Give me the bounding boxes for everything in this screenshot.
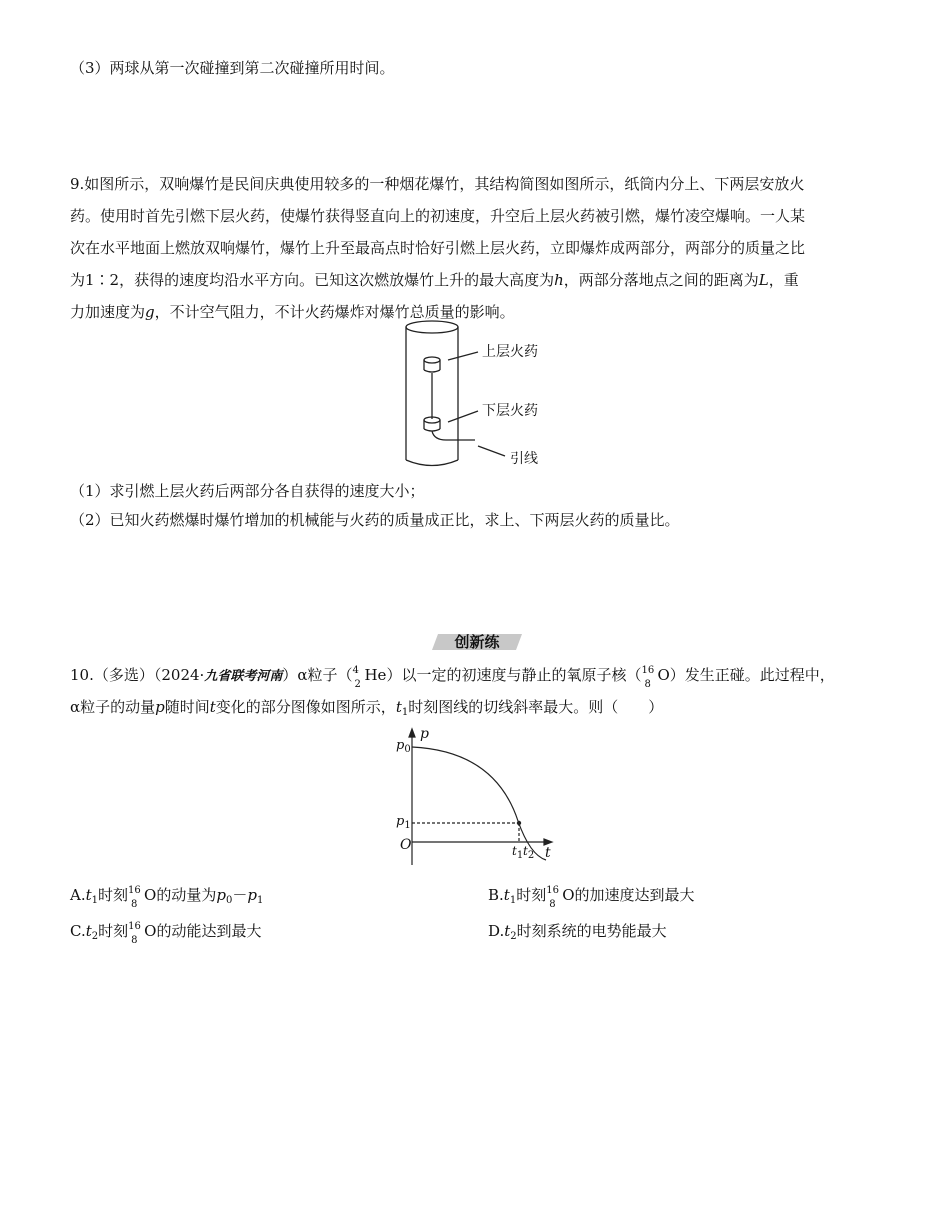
q9-line-4: 为1∶2，获得的速度均沿水平方向。已知这次燃放爆竹上升的最大高度为h，两部分落地点之间的距离为L，重 xyxy=(70,271,799,289)
graph-p-label: p xyxy=(420,726,429,742)
graph-t1-label: $t_1$ xyxy=(512,844,524,861)
q10-line-2: α粒子的动量p随时间t变化的部分图像如图所示，$t_1$时刻图线的切线斜率最大。则（ ） xyxy=(70,698,664,718)
q8-part3: （3）两球从第一次碰撞到第二次碰撞所用时间。 xyxy=(70,59,395,77)
outer-fuse xyxy=(432,431,475,440)
upper-leader xyxy=(448,352,478,360)
q9-line-3: 次在水平地面上燃放双响爆竹，爆竹上升至最高点时恰好引燃上层火药，立即爆炸成两部分，两部分的质量之比 xyxy=(70,239,806,257)
q10-line-1: 10.（多选）（2024·九省联考河南）α粒子（ 4 2 He）以一定的初速度与静止的氧原子核（ 16 8 O）发生正碰。此过程中， xyxy=(70,665,835,690)
tangent-point xyxy=(517,821,521,825)
tube-top-ellipse xyxy=(406,321,458,333)
label-fuse: 引线 xyxy=(510,451,538,467)
q9-sub-2: （2）已知火药燃爆时爆竹增加的机械能与火药的质量成正比，求上、下两层火药的质量比。 xyxy=(70,511,680,529)
label-upper-powder: 上层火药 xyxy=(482,344,538,360)
section-title: 创新练 xyxy=(454,633,500,651)
upper-charge-bottom xyxy=(424,370,440,372)
lower-charge-bottom xyxy=(424,429,440,431)
q9-line-1: 9.如图所示，双响爆竹是民间庆典使用较多的一种烟花爆竹，其结构简图如图所示，纸筒内分上、下两层安放火 xyxy=(70,175,805,193)
q9-line-2: 药。使用时首先引燃下层火药，使爆竹获得竖直向上的初速度，升空后上层火药被引燃，爆竹凌空爆响。一人某 xyxy=(70,207,806,225)
section-banner xyxy=(432,632,522,652)
graph-origin-label: O xyxy=(400,837,412,853)
graph-p0-label: $p_0$ xyxy=(396,738,411,755)
option-d[interactable]: $D.t_2$时刻系统的电势能最大 xyxy=(488,922,667,942)
graph-t-label: t xyxy=(545,845,551,861)
graph-t2-label: $t_2$ xyxy=(523,844,535,861)
o-nuclide: 16 8 xyxy=(641,665,655,690)
q10-source: 九省联考河南 xyxy=(204,669,283,684)
tube-bottom-arc xyxy=(406,460,458,466)
fuse-leader xyxy=(478,446,505,456)
graph-p1-label: $p_1$ xyxy=(396,814,411,831)
option-a[interactable]: $A.t_1$时刻 16 8 O的动量为$p_0-p_1$ xyxy=(70,885,264,910)
option-c[interactable]: $C.t_2$时刻 16 8 O的动能达到最大 xyxy=(70,921,262,946)
q9-sub-1: （1）求引燃上层火药后两部分各自获得的速度大小； xyxy=(70,482,425,500)
label-lower-powder: 下层火药 xyxy=(482,403,538,419)
lower-leader xyxy=(448,411,478,422)
he-nuclide: 4 2 xyxy=(352,665,361,690)
upper-charge-top xyxy=(424,357,440,363)
option-b[interactable]: $B.t_1$时刻 16 8 O的加速度达到最大 xyxy=(488,885,695,910)
q9-line-5: 力加速度为g，不计空气阻力，不计火药爆炸对爆竹总质量的影响。 xyxy=(70,303,515,321)
momentum-time-graph xyxy=(390,725,565,870)
